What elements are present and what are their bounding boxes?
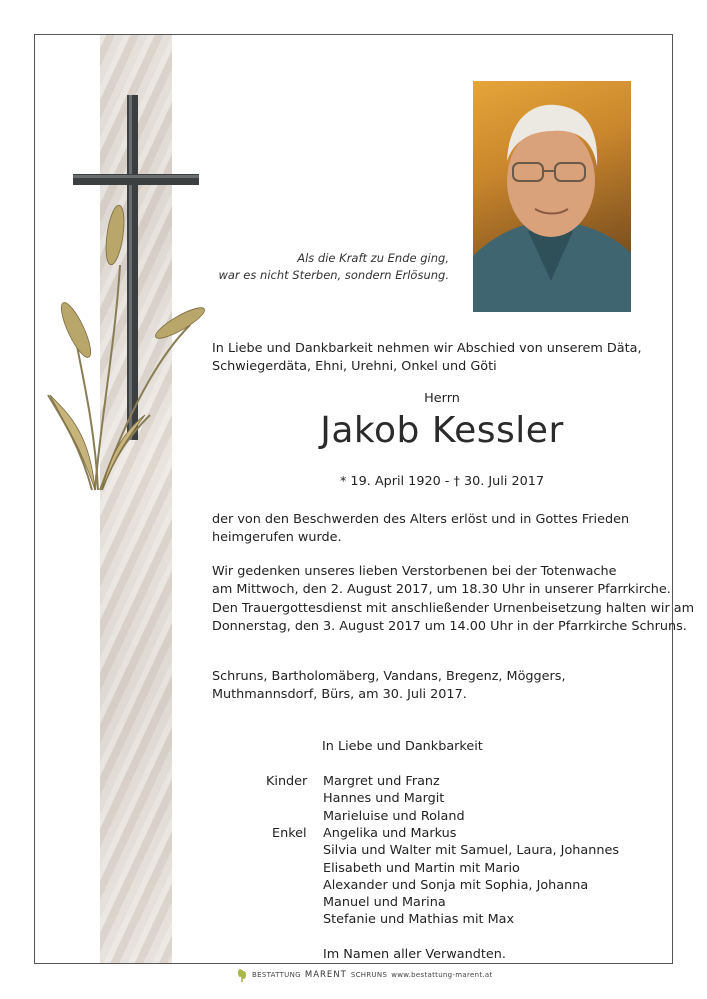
intro-line: Schwiegerdäta, Ehni, Urehni, Onkel und Göti — [212, 359, 497, 375]
list-item: Stefanie und Mathias mit Max — [323, 912, 515, 928]
list-item: Elisabeth und Martin mit Mario — [323, 860, 520, 876]
list-item: Hannes und Margit — [323, 791, 445, 807]
intro-line: In Liebe und Dankbarkeit nehmen wir Abschied von unserem Däta, — [212, 341, 642, 356]
service-line: Den Trauergottesdienst mit anschließender Urnenbeisetzung halten wir am — [212, 600, 695, 616]
footer-brand-name: MARENT — [304, 970, 347, 980]
footer — [236, 968, 493, 982]
kinder-label: Kinder — [266, 774, 308, 789]
list-item: Margret und Franz — [323, 774, 440, 789]
enkel-list — [323, 825, 619, 929]
kinder-list — [323, 773, 465, 825]
wheat-logo-icon — [236, 968, 248, 982]
enkel-label: Enkel — [272, 826, 307, 841]
relatives-text: Im Namen aller Verwandten. — [323, 947, 506, 962]
cross-vertical — [127, 95, 138, 440]
intro-text — [212, 340, 642, 377]
list-item: Silvia und Walter mit Samuel, Laura, Johannes — [323, 843, 619, 859]
portrait-photo — [473, 81, 631, 312]
list-item: Alexander und Sonja mit Sophia, Johanna — [323, 877, 589, 893]
life-dates: * 19. April 1920 - † 30. Juli 2017 — [339, 474, 545, 489]
places-text — [212, 668, 566, 705]
quote-line: war es nicht Sterben, sondern Erlösung. — [218, 268, 449, 282]
footer-url[interactable]: www.bestattung-marent.at — [391, 971, 493, 979]
service-line: Wir gedenken unseres lieben Verstorbenen bei der Totenwache — [212, 564, 617, 579]
release-line: heimgerufen wurde. — [212, 530, 342, 546]
service-line: am Mittwoch, den 2. August 2017, um 18.30 Uhr in unserer Pfarrkirche. — [212, 582, 671, 598]
list-item: Manuel und Marina — [323, 895, 446, 911]
footer-brand: BESTATTUNG — [252, 971, 301, 979]
service-line: Donnerstag, den 3. August 2017 um 14.00 Uhr in der Pfarrkirche Schruns. — [212, 618, 687, 634]
places-line: Muthmannsdorf, Bürs, am 30. Juli 2017. — [212, 687, 467, 703]
salutation: Herrn — [424, 391, 460, 406]
footer-town: SCHRUNS — [350, 971, 388, 979]
list-item: Angelika und Markus — [323, 826, 457, 841]
cross-wheat-icon — [40, 95, 210, 505]
release-text — [212, 511, 629, 548]
quote — [189, 250, 449, 284]
wheat-icon — [48, 265, 190, 490]
list-item: Marieluise und Roland — [323, 808, 465, 824]
closing-text: In Liebe und Dankbarkeit — [322, 739, 483, 754]
release-line: der von den Beschwerden des Alters erlöst und in Gottes Frieden — [212, 512, 630, 527]
service-text — [212, 563, 694, 636]
places-line: Schruns, Bartholomäberg, Vandans, Bregenz, Möggers, — [212, 669, 566, 684]
quote-line: Als die Kraft zu Ende ging, — [297, 251, 449, 265]
deceased-name: Jakob Kessler — [320, 410, 564, 451]
